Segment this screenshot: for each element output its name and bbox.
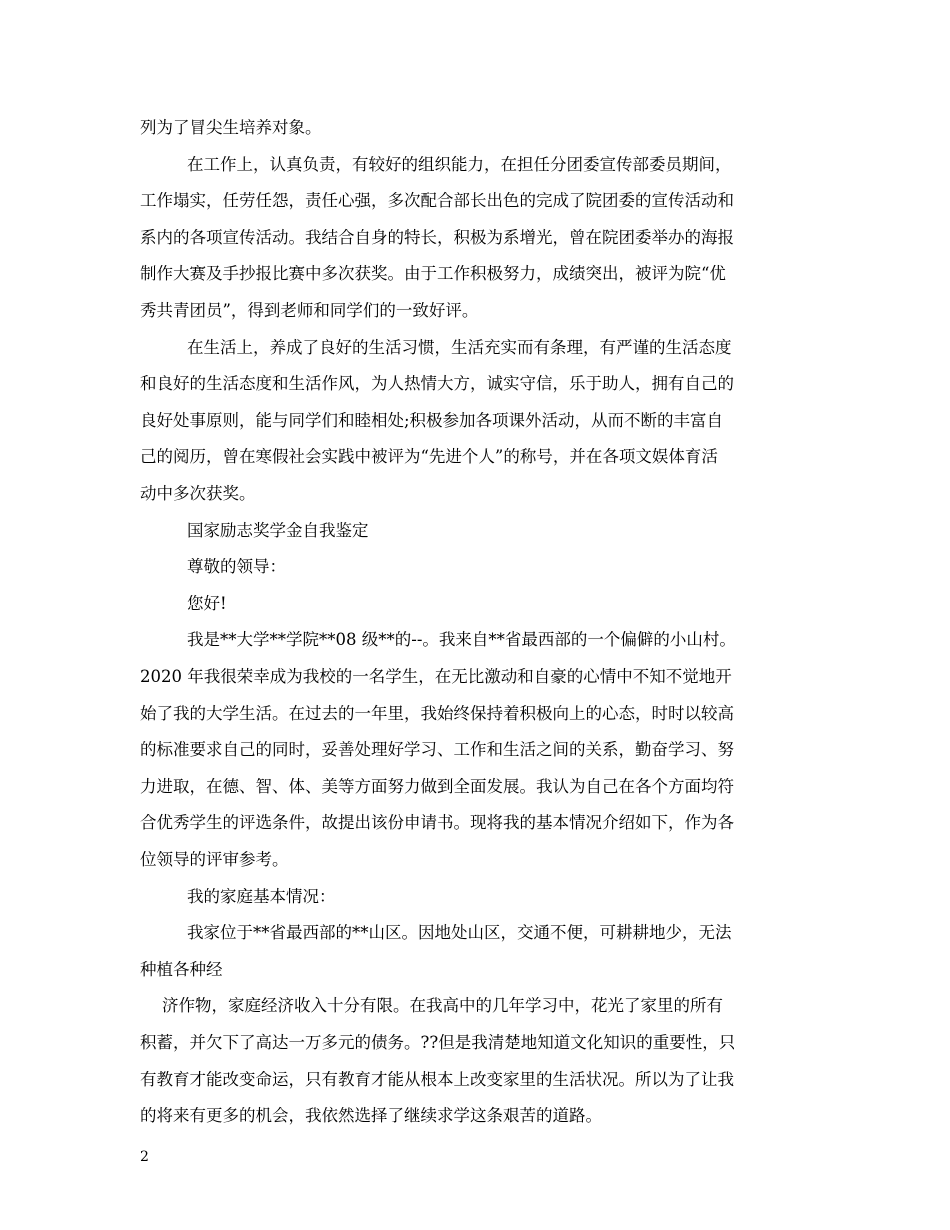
text-line: 积蓄，并欠下了高达一万多元的债务。??但是我清楚地知道文化知识的重要性，只	[140, 1033, 736, 1052]
greeting: 您好!	[187, 594, 227, 613]
text-line: 制作大赛及手抄报比赛中多次获奖。由于工作积极努力，成绩突出，被评为院“优	[140, 264, 726, 283]
text-line: 种植各种经	[140, 960, 223, 979]
text-line: 2020 年我很荣幸成为我校的一名学生，在无比激动和自豪的心情中不知不觉地开	[140, 667, 732, 686]
text-line: 良好处事原则，能与同学们和睦相处;积极参加各项课外活动，从而不断的丰富自	[140, 411, 724, 430]
text-line: 我是**大学**学院**08 级**的--。我来自**省最西部的一个偏僻的小山村。	[187, 630, 736, 649]
subheading: 我的家庭基本情况：	[187, 887, 336, 906]
text-line: 在生活上，养成了良好的生活习惯，生活充实而有条理，有严谨的生活态度	[187, 338, 732, 357]
section-title: 国家励志奖学金自我鉴定	[187, 521, 369, 540]
text-line: 在工作上，认真负责，有较好的组织能力，在担任分团委宣传部委员期间，	[187, 155, 732, 174]
text-line: 济作物，家庭经济收入十分有限。在我高中的几年学习中，花光了家里的所有	[162, 996, 723, 1015]
text-line: 系内的各项宣传活动。我结合自身的特长，积极为系增光，曾在院团委举办的海报	[140, 228, 734, 247]
text-line: 我家位于**省最西部的**山区。因地处山区，交通不便，可耕耕地少，无法	[187, 923, 732, 942]
text-line: 己的阅历，曾在寒假社会实践中被评为“先进个人”的称号，并在各项文娱体育活	[140, 447, 718, 466]
salutation: 尊敬的领导：	[187, 557, 286, 576]
text-line: 合优秀学生的评选条件，故提出该份申请书。现将我的基本情况介绍如下，作为各	[140, 813, 734, 832]
text-line: 列为了冒尖生培养对象。	[140, 118, 322, 137]
text-line: 工作塌实，任劳任怨，责任心强，多次配合部长出色的完成了院团委的宣传活动和	[140, 191, 734, 210]
text-line: 秀共青团员”，得到老师和同学们的一致好评。	[140, 301, 479, 320]
text-line: 力进取，在德、智、体、美等方面努力做到全面发展。我认为自己在各个方面均符	[140, 777, 734, 796]
text-line: 和良好的生活态度和生活作风，为人热情大方，诚实守信，乐于助人，拥有自己的	[140, 374, 734, 393]
text-line: 有教育才能改变命运，只有教育才能从根本上改变家里的生活状况。所以为了让我	[140, 1070, 734, 1089]
text-line: 的将来有更多的机会，我依然选择了继续求学这条艰苦的道路。	[140, 1106, 602, 1125]
page-number: 2	[140, 1149, 149, 1165]
text-line: 动中多次获奖。	[140, 484, 256, 503]
text-line: 位领导的评审参考。	[140, 850, 289, 869]
text-line: 的标准要求自己的同时，妥善处理好学习、工作和生活之间的关系，勤奋学习、努	[140, 740, 734, 759]
text-line: 始了我的大学生活。在过去的一年里，我始终保持着积极向上的心态，时时以较高	[140, 704, 734, 723]
